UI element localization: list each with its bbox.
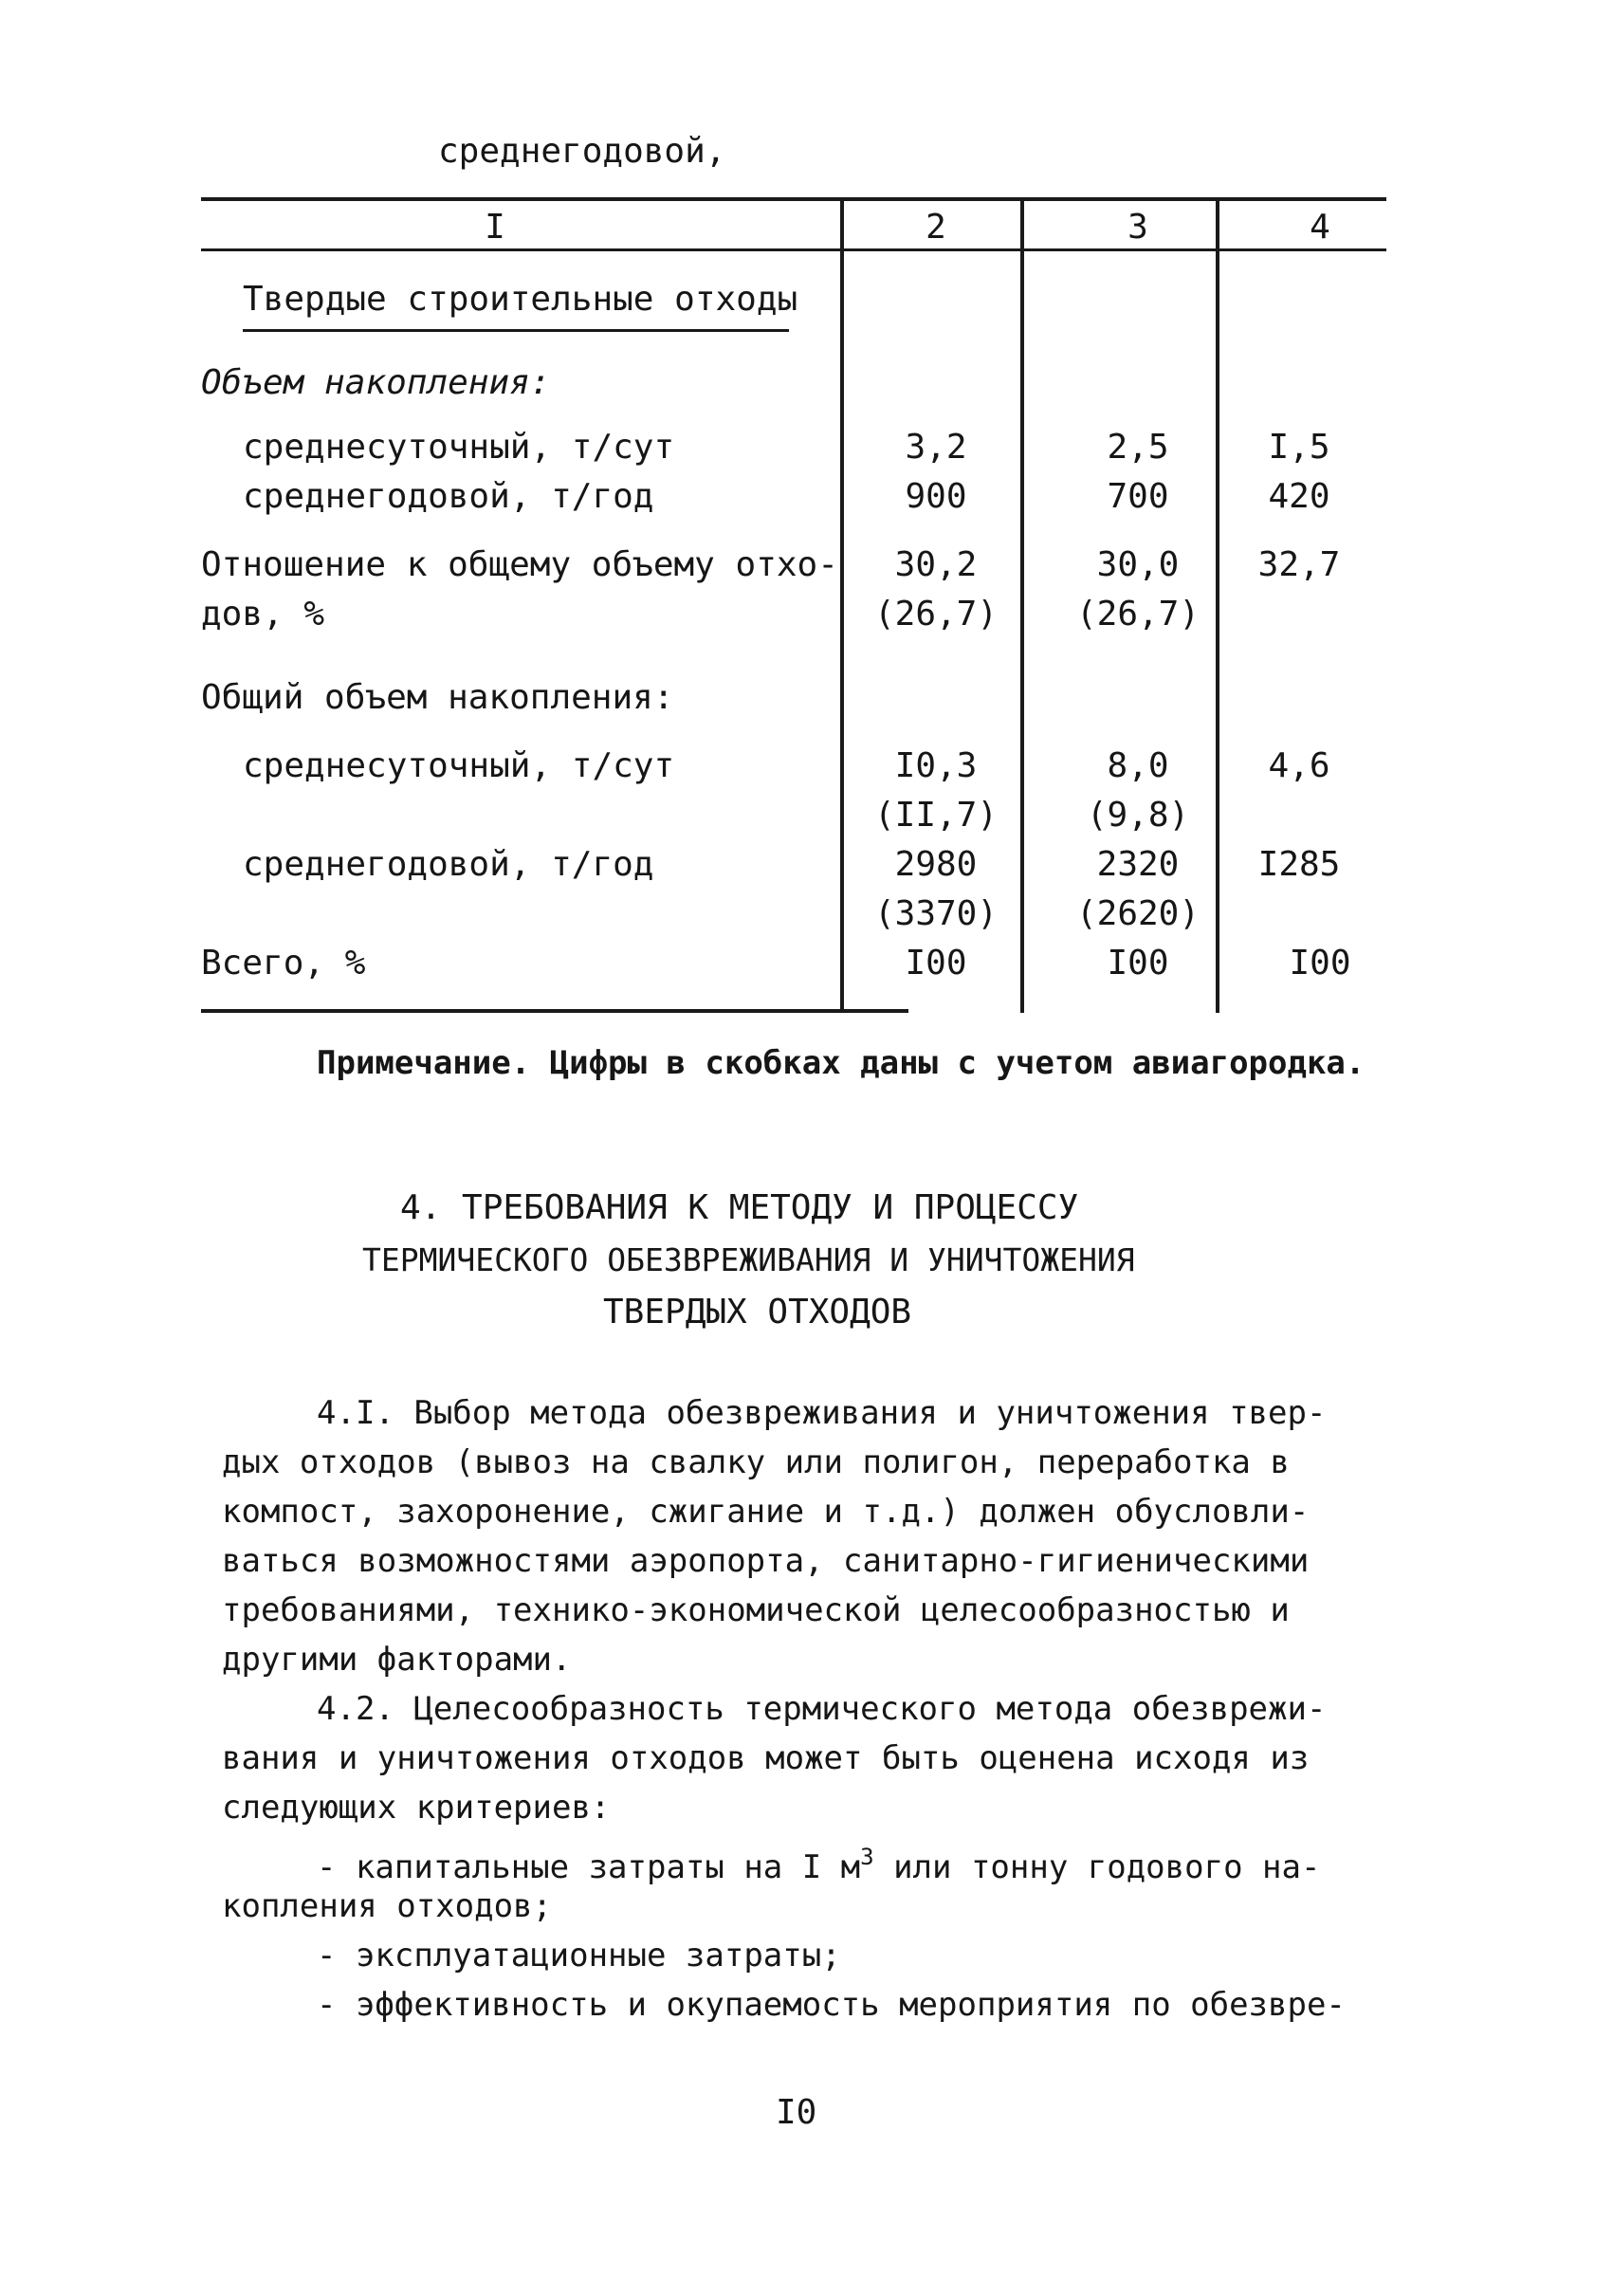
group-title-volume: Объем накопления: — [201, 363, 551, 402]
table-bottom-rule — [201, 1009, 908, 1013]
table-cell: 8,0 — [1107, 746, 1169, 785]
section-heading-line1: 4. ТРЕБОВАНИЯ К МЕТОДУ И ПРОЦЕССУ — [400, 1188, 1079, 1227]
table-cell: 420 — [1268, 477, 1330, 516]
col-header-2: 2 — [926, 208, 946, 247]
table-cell: I,5 — [1268, 428, 1330, 467]
row-label: Отношение к общему объему отхо- — [201, 545, 838, 584]
col-divider-3 — [1020, 197, 1024, 1013]
table-cell: 2980 — [894, 845, 978, 884]
table-section-title: Твердые строительные отходы — [243, 280, 798, 319]
section-heading-line3: ТВЕРДЫХ ОТХОДОВ — [603, 1293, 912, 1332]
paragraph-line: 4.2. Целесообразность термического метода обезврежи- — [317, 1690, 1327, 1728]
col-divider-2 — [840, 197, 844, 1013]
table-cell: 2,5 — [1107, 428, 1169, 467]
table-header-rule — [201, 248, 1386, 251]
table-cell: I00 — [1107, 944, 1169, 983]
paragraph-line: требованиями, технико-экономической целесообразностью и — [222, 1591, 1290, 1629]
table-cell: 30,0 — [1096, 545, 1180, 584]
table-cell: 700 — [1107, 477, 1169, 516]
col-header-3: 3 — [1127, 208, 1148, 247]
table-cell: 4,6 — [1268, 746, 1330, 785]
paragraph-line: следующих критериев: — [222, 1789, 611, 1827]
paragraph-line: компост, захоронение, сжигание и т.д.) должен обусловли- — [222, 1493, 1310, 1531]
row-label: среднесуточный, т/сут — [243, 428, 675, 467]
criteria-item: - эффективность и окупаемость мероприятия по обезвре- — [317, 1986, 1346, 2024]
table-cell: (26,7) — [1075, 595, 1201, 634]
table-cell: (9,8) — [1086, 796, 1190, 835]
table-cell: 2320 — [1096, 845, 1180, 884]
table-cell: I0,3 — [894, 746, 978, 785]
table-top-rule — [201, 197, 1386, 201]
paragraph-line: ваться возможностями аэропорта, санитарно-гигиеническими — [222, 1542, 1310, 1580]
table-cell: I00 — [1289, 944, 1351, 983]
paragraph-line: вания и уничтожения отходов может быть оценена исходя из — [222, 1739, 1310, 1777]
top-fragment: среднегодовой, — [438, 132, 726, 171]
section-title-underline — [243, 329, 789, 332]
group-title-total: Общий объем накопления: — [201, 678, 674, 717]
row-label: среднегодовой, т/год — [243, 477, 654, 516]
row-label: дов, % — [201, 595, 325, 634]
table-cell: I00 — [905, 944, 967, 983]
table-cell: (3370) — [873, 894, 999, 933]
table-cell: (26,7) — [873, 595, 999, 634]
table-cell: I285 — [1257, 845, 1341, 884]
col-divider-4 — [1216, 197, 1219, 1013]
table-cell: 3,2 — [905, 428, 967, 467]
paragraph-line: дых отходов (вывоз на свалку или полигон, переработка в — [222, 1443, 1290, 1481]
table-cell: (2620) — [1075, 894, 1201, 933]
col-header-4: 4 — [1310, 208, 1330, 247]
paragraph-line: 4.I. Выбор метода обезвреживания и уничтожения твер- — [317, 1394, 1327, 1432]
criteria-item-cont: копления отходов; — [222, 1887, 552, 1925]
table-note: Примечание. Цифры в скобках даны с учетом авиагородка. — [317, 1044, 1366, 1082]
row-label: Всего, % — [201, 944, 366, 983]
section-heading-line2: ТЕРМИЧЕСКОГО ОБЕЗВРЕЖИВАНИЯ И УНИЧТОЖЕНИЯ — [362, 1241, 1135, 1278]
criteria-text: - капитальные затраты на I м — [317, 1848, 861, 1886]
table-cell: 30,2 — [894, 545, 978, 584]
table-cell: (II,7) — [873, 796, 999, 835]
col-header-1: I — [485, 208, 505, 247]
page-number: I0 — [776, 2093, 817, 2132]
paragraph-line: другими факторами. — [222, 1641, 572, 1679]
criteria-text: или тонну годового на- — [873, 1848, 1321, 1886]
table-cell: 900 — [905, 477, 967, 516]
superscript: 3 — [860, 1844, 874, 1870]
criteria-item: - эксплуатационные затраты; — [317, 1937, 841, 1975]
table-cell: 32,7 — [1257, 545, 1341, 584]
row-label: среднесуточный, т/сут — [243, 746, 675, 785]
row-label: среднегодовой, т/год — [243, 845, 654, 884]
